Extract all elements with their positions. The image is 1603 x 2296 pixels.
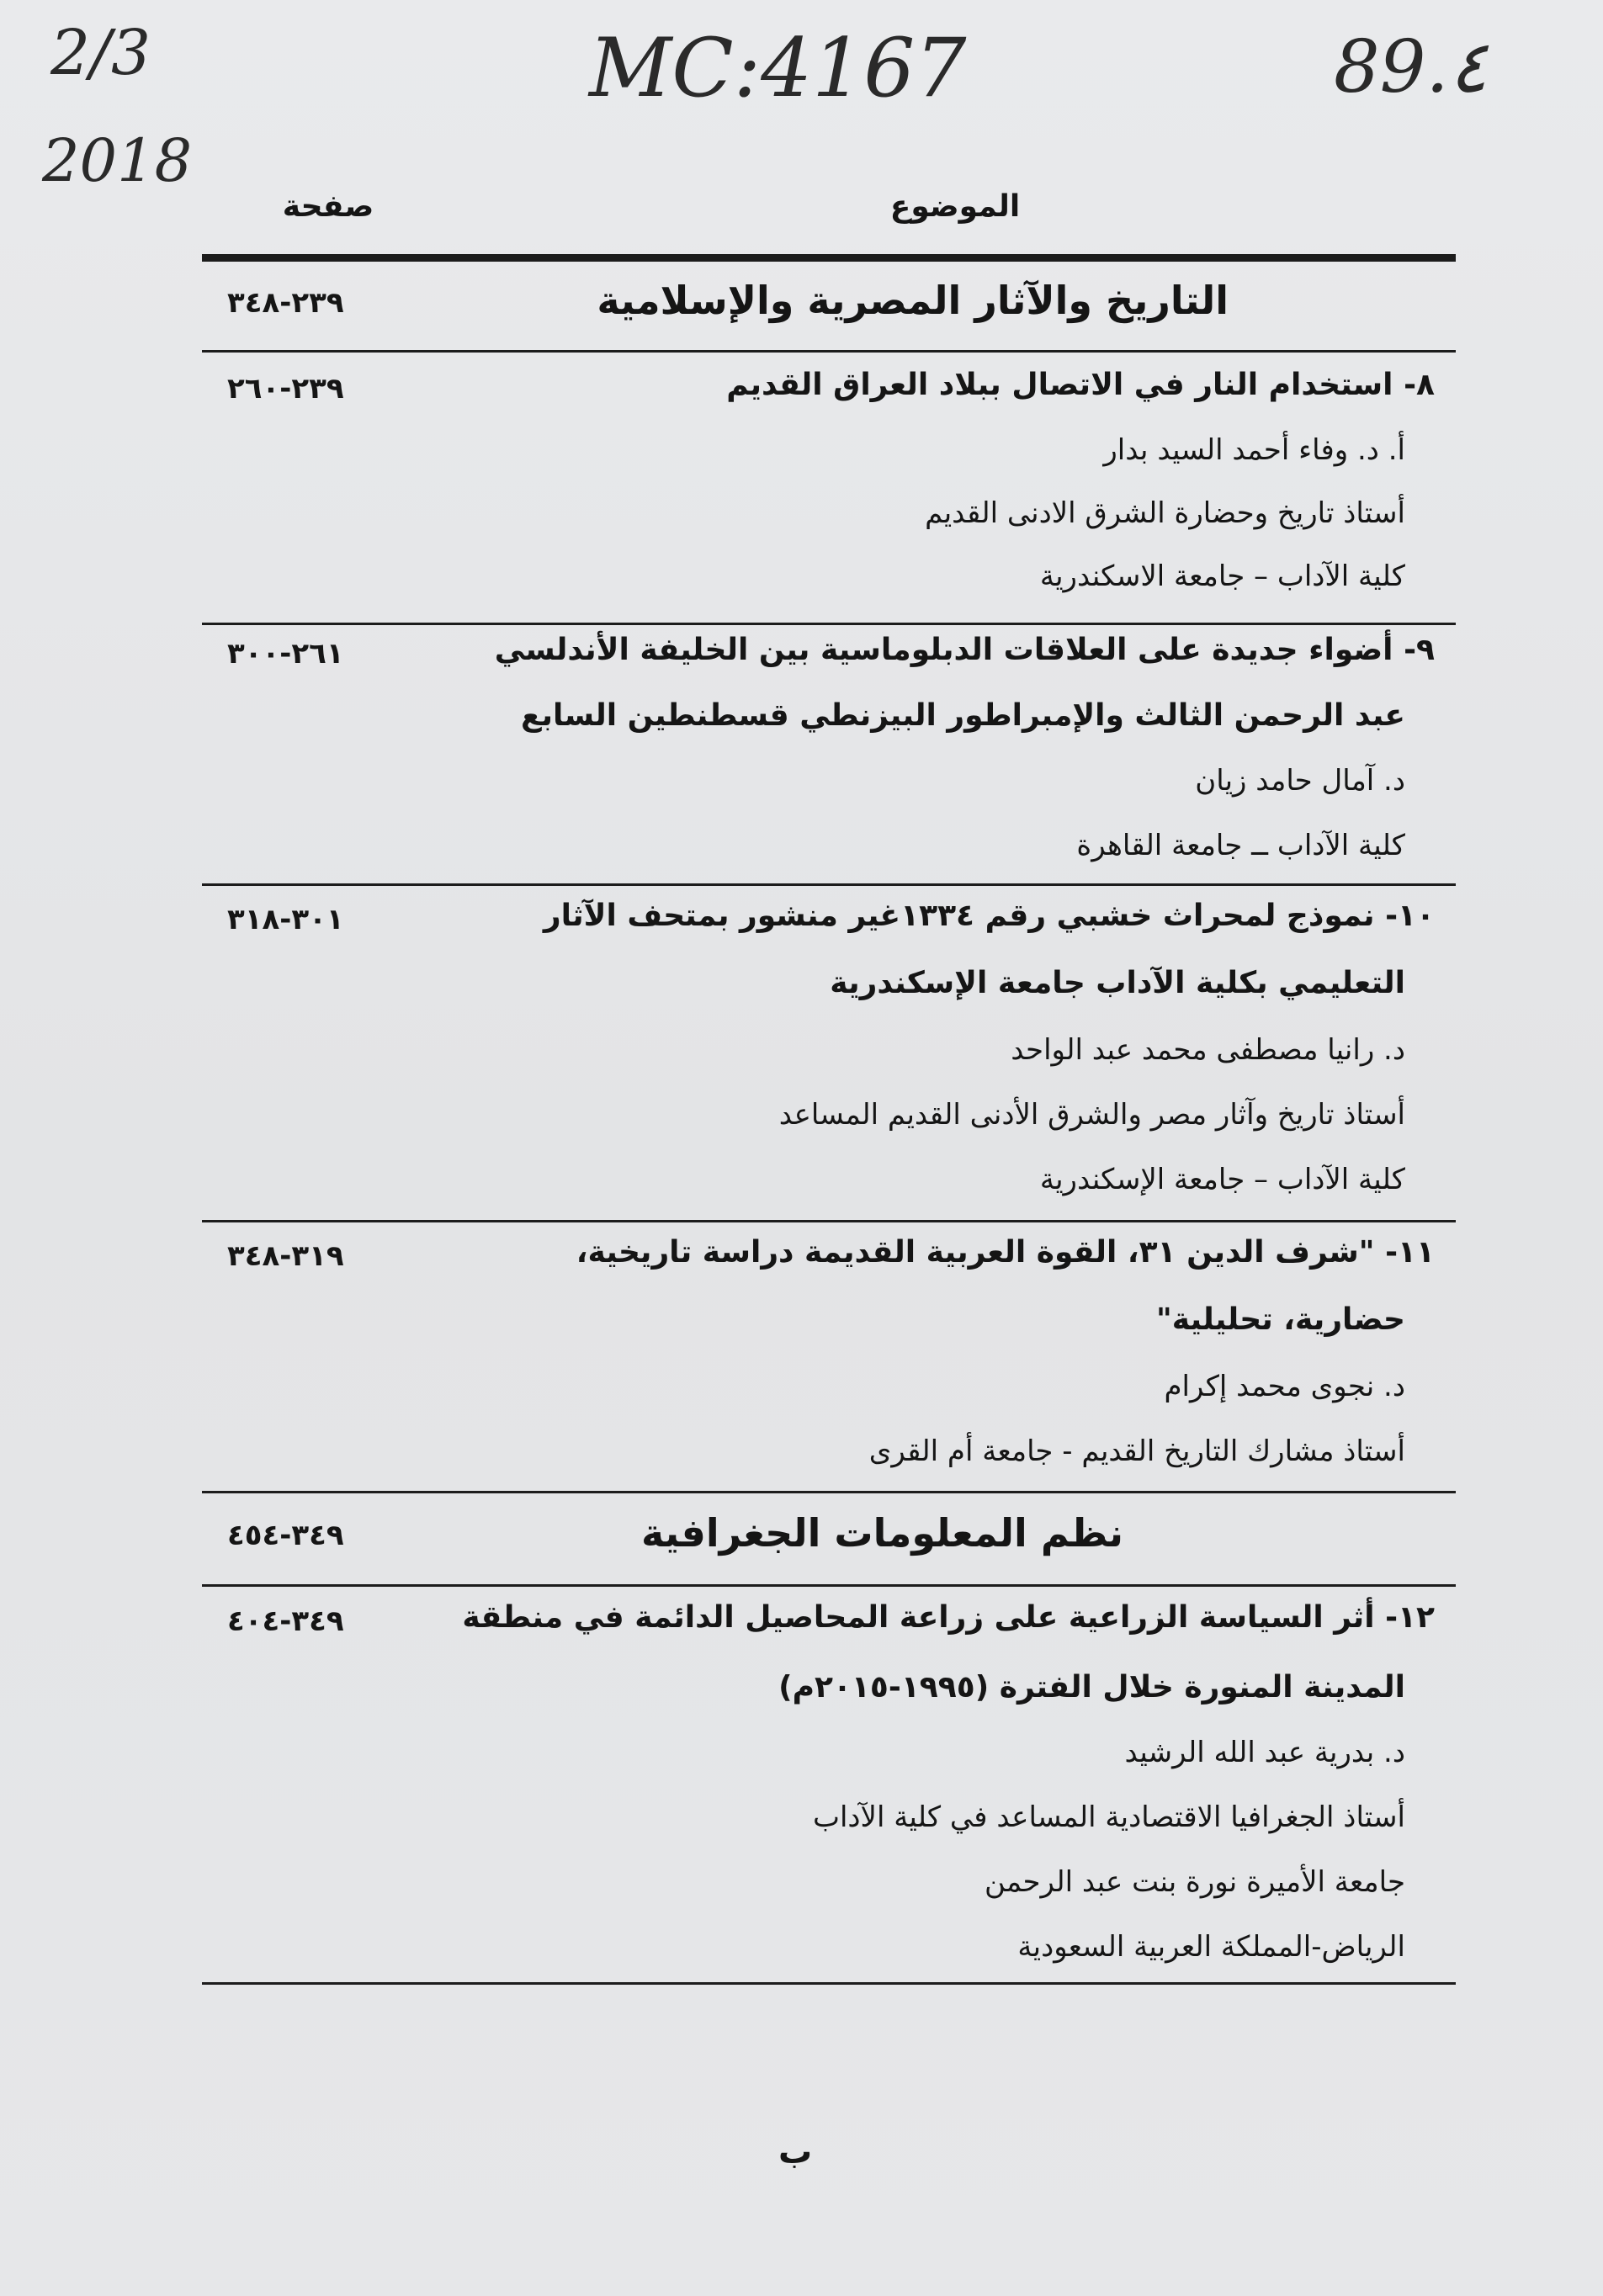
section-rule	[202, 1584, 1456, 1587]
entry-author-affiliation: كلية الآداب ــ جامعة القاهرة	[1076, 829, 1405, 862]
entry-page-range: ٣١٩-٣٤٨	[227, 1239, 344, 1273]
entry-title-line	[462, 1600, 1435, 1635]
entry-title-line-2: عبد الرحمن الثالث والإمبراطور البيزنطي قسطنطين السابع	[520, 698, 1405, 733]
header-rule	[202, 254, 1456, 262]
entry-number: ١٢-	[1385, 1600, 1435, 1635]
entry-author: د. آمال حامد زيان	[1195, 764, 1405, 798]
entry-author: د. بدرية عبد الله الرشيد	[1124, 1736, 1405, 1769]
entry-title-line-2: حضارية، تحليلية"	[1155, 1302, 1405, 1337]
entry-author: د. نجوى محمد إكرام	[1164, 1370, 1405, 1403]
entry-rule	[202, 1982, 1456, 1985]
entry-title-line	[726, 368, 1435, 402]
entry-title-line	[544, 899, 1435, 933]
entry-page-range: ٢٦١-٣٠٠	[227, 637, 344, 671]
entry-author-title: أستاذ تاريخ وآثار مصر والشرق الأدنى القديم المساعد	[778, 1098, 1405, 1132]
entry-title-line-2: المدينة المنورة خلال الفترة (١٩٩٥-٢٠١٥م)	[778, 1670, 1405, 1705]
entry-author: د. رانيا مصطفى محمد عبد الواحد	[1011, 1033, 1405, 1067]
entry-title-line	[495, 633, 1435, 667]
entry-author-location: الرياض-المملكة العربية السعودية	[1017, 1930, 1405, 1964]
entry-author-affiliation: كلية الآداب – جامعة الإسكندرية	[1039, 1163, 1405, 1196]
section-page-range: ٢٣٩-٣٤٨	[227, 286, 344, 320]
entry-number: ٨-	[1404, 368, 1435, 402]
entry-author-affiliation: جامعة الأميرة نورة بنت عبد الرحمن	[984, 1865, 1405, 1899]
handwritten-note-top-right: 89.٤	[1334, 25, 1488, 109]
section-title: نظم المعلومات الجغرافية	[641, 1510, 1123, 1556]
handwritten-note-top-left: 2/3	[50, 17, 151, 89]
entry-title-text: "شرف الدين ٣١، القوة العربية القديمة دراسة تاريخية،	[576, 1235, 1375, 1270]
entry-title-line	[576, 1235, 1435, 1270]
page-letter: ب	[778, 2133, 813, 2171]
entry-title-text: استخدام النار في الاتصال ببلاد العراق القديم	[726, 368, 1393, 402]
entry-author-title: أستاذ مشارك التاريخ القديم - جامعة أم القرى	[868, 1434, 1405, 1468]
entry-title-line-2: التعليمي بكلية الآداب جامعة الإسكندرية	[830, 966, 1405, 1000]
column-header-topic: الموضوع	[889, 189, 1021, 224]
section-page-range: ٣٤٩-٤٥٤	[227, 1519, 344, 1552]
section-rule	[202, 350, 1456, 353]
entry-author-title: أستاذ الجغرافيا الاقتصادية المساعد في كلية الآداب	[812, 1800, 1405, 1834]
entry-number: ٩-	[1404, 633, 1435, 667]
entry-rule	[202, 1220, 1456, 1222]
entry-rule	[202, 883, 1456, 886]
column-header-page: صفحة	[282, 189, 374, 224]
entry-author-title: أستاذ تاريخ وحضارة الشرق الادنى القديم	[925, 496, 1405, 530]
entry-title-text: أثر السياسة الزراعية على زراعة المحاصيل الدائمة في منطقة	[462, 1600, 1375, 1635]
section-rule	[202, 1491, 1456, 1493]
entry-rule	[202, 623, 1456, 625]
entry-title-text: أضواء جديدة على العلاقات الدبلوماسية بين الخليفة الأندلسي	[494, 633, 1393, 667]
handwritten-year: 2018	[42, 126, 193, 195]
entry-page-range: ٣٠١-٣١٨	[227, 903, 344, 936]
entry-number: ١٠-	[1385, 899, 1435, 933]
entry-title-text: نموذج لمحراث خشبي رقم ١٣٣٤غير منشور بمتحف الآثار	[543, 899, 1375, 933]
entry-author-affiliation: كلية الآداب – جامعة الاسكندرية	[1039, 559, 1405, 593]
entry-number: ١١-	[1385, 1235, 1435, 1270]
section-title: التاريخ والآثار المصرية والإسلامية	[597, 278, 1229, 323]
entry-page-range: ٣٤٩-٤٠٤	[227, 1604, 344, 1638]
entry-author: أ. د. وفاء أحمد السيد بدار	[1103, 433, 1405, 467]
entry-page-range: ٢٣٩-٢٦٠	[227, 372, 344, 406]
handwritten-catalog-number: MC:4167	[589, 21, 967, 115]
